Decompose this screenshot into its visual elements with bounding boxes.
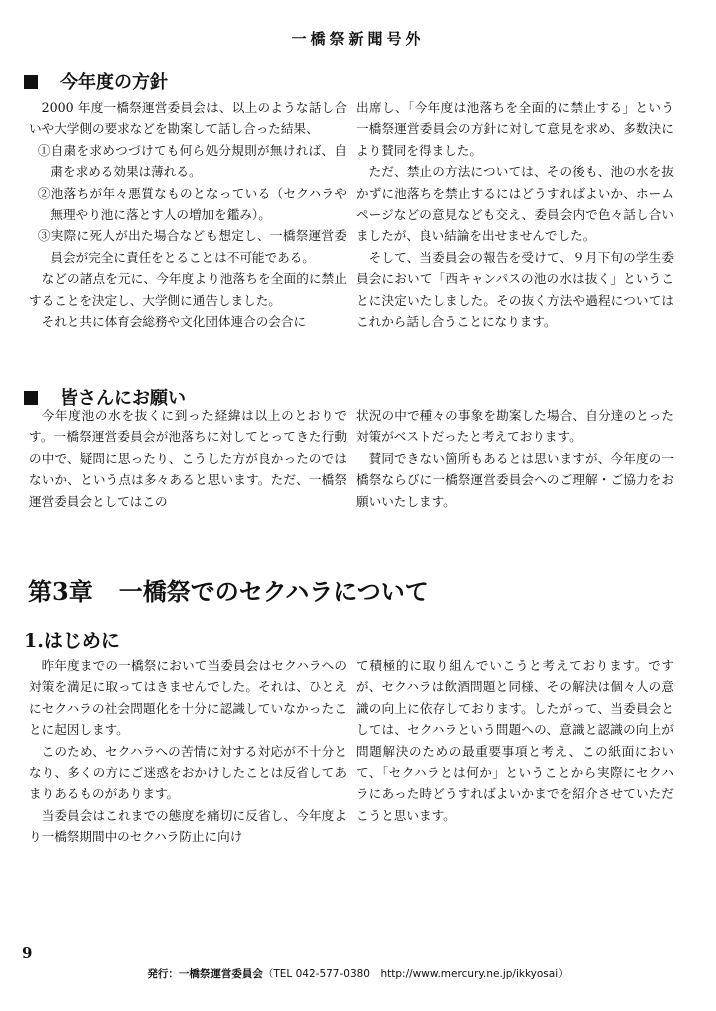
section-heading-text: 今年度の方針 bbox=[60, 72, 168, 93]
page-header-title: 一橋祭新聞号外 bbox=[291, 30, 425, 48]
section-heading-policy bbox=[24, 68, 168, 94]
paragraph: などの諸点を元に、今年度より池落ちを全面的に禁止することを決定し、大学側に通告しました。 bbox=[29, 271, 347, 308]
chapter-number: 第3章 bbox=[28, 577, 93, 606]
section1-left-column bbox=[29, 97, 347, 332]
section1-right-column bbox=[356, 97, 674, 332]
paragraph: そして、当委員会の報告を受けて、９月下旬の学生委員会において「西キャンパスの池の水は抜く」ということに決定いたしました。その抜く方法や過程についてはこれから話し合うことになります。 bbox=[356, 249, 674, 330]
paragraph: このため、セクハラへの苦情に対する対応が不十分となり、多くの方にご迷惑をおかけしたことは反省してあまりあるものがあります。 bbox=[29, 743, 347, 802]
publisher-label: 発行：一橋祭運営委員会 bbox=[147, 968, 263, 980]
publisher-contact: （TEL 042-577-0380 http://www.mercury.ne.jp/ikkyosai） bbox=[262, 968, 569, 980]
paragraph: ただ、禁止の方法については、その後も、池の水を抜かずに池落ちを禁止するにはどうすればよいか、ホームページなどの意見なども交え、委員会内で色々話し合いましたが、良い結論を出せませんでした。 bbox=[356, 164, 674, 244]
square-bullet-icon bbox=[24, 391, 38, 405]
chapter-title: 一橋祭でのセクハラについて bbox=[118, 577, 429, 606]
section2-right-column bbox=[356, 405, 674, 512]
section-heading-text: 皆さんにお願い bbox=[60, 388, 186, 409]
section2-left-column bbox=[29, 405, 347, 512]
publisher-footer bbox=[0, 966, 716, 981]
paragraph: て積極的に取り組んでいこうと考えております。ですが、セクハラは飲酒問題と同様、その解決は個々人の意識の向上に依存しております。したがって、当委員会としては、セクハラという問題への、意識と認識の向上が問題解決のための最重要事項と考え、この紙面において、「セクハラとは何か」ということから実際にセクハラにあった時どうすればよいかまでを紹介させていただこうと思います。 bbox=[356, 658, 674, 823]
paragraph: 賛同できない箇所もあるとは思いますが、今年度の一橋祭ならびに一橋祭運営委員会へのご理解・ご協力をお願いいたします。 bbox=[356, 450, 674, 509]
chapter-heading bbox=[28, 572, 429, 607]
paragraph: 当委員会はこれまでの態度を痛切に反省し、今年度より一橋祭期間中のセクハラ防止に向け bbox=[29, 807, 347, 845]
paragraph: 出席し、「今年度は池落ちを全面的に禁止する」という一橋祭運営委員会の方針に対して意見を求め、多数決により賛同を得ました。 bbox=[356, 100, 674, 158]
page-number: 9 bbox=[22, 944, 33, 962]
square-bullet-icon bbox=[24, 75, 38, 89]
subsection-heading: 1.はじめに bbox=[24, 630, 120, 652]
subsection-right-column bbox=[356, 655, 674, 826]
paragraph: 昨年度までの一橋祭において当委員会はセクハラへの対策を満足に取ってはきませんでした。それは、ひとえにセクハラの社会問題化を十分に認識していなかったことに起因します。 bbox=[29, 658, 347, 738]
list-item: ①自粛を求めつづけても何ら処分規則が無ければ、自粛を求める効果は薄れる。 bbox=[37, 142, 347, 180]
subsection-left-column bbox=[29, 655, 347, 848]
paragraph: 状況の中で種々の事象を勘案した場合、自分達のとった対策がベストだったと考えております。 bbox=[356, 408, 674, 445]
paragraph: それと共に体育会総務や文化団体連合の会合に bbox=[41, 314, 307, 330]
list-item: ③実際に死人が出た場合なども想定し、一橋祭運営委員会が完全に責任をとることは不可能である。 bbox=[37, 228, 347, 265]
paragraph: 今年度池の水を抜くに到った経緯は以上のとおりです。一橋祭運営委員会が池落ちに対してとってきた行動の中で、疑問に思ったり、こうした方が良かったのではないか、という点は多々あると思います。ただ、一橋祭運営委員会としてはこの bbox=[29, 408, 347, 509]
list-item: ②池落ちが年々悪質なものとなっている（セクハラや無理やり池に落とす人の増加を鑑み）。 bbox=[37, 185, 347, 223]
paragraph: 2000 年度一橋祭運営委員会は、以上のような話し合いや大学側の要求などを勘案して話し合った結果、 bbox=[29, 100, 347, 137]
